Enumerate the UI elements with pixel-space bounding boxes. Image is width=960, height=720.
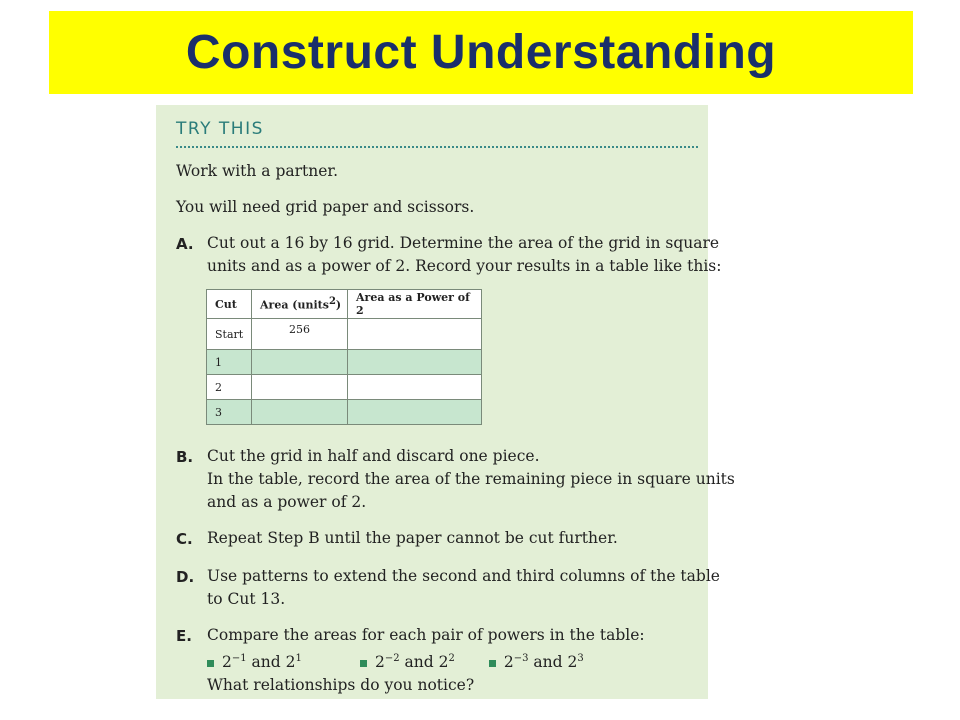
cell-power [348, 350, 482, 375]
step-b-line-3: and as a power of 2. [207, 493, 367, 511]
step-d-text [207, 565, 720, 611]
step-c-line-1: Repeat Step B until the paper cannot be cut further. [207, 529, 618, 547]
table-row [207, 350, 482, 375]
cell-power [348, 319, 482, 350]
step-a-line-1: Cut out a 16 by 16 grid. Determine the area of the grid in square [207, 234, 720, 252]
pair-item: $2^{-1}$ and $2^1$ [207, 647, 355, 674]
cell-cut: Start [207, 319, 252, 350]
record-table [206, 289, 482, 425]
cell-area [252, 400, 348, 425]
cell-cut: 2 [207, 375, 252, 400]
intro-line-1: Work with a partner. [176, 162, 339, 180]
step-b-line-1: Cut the grid in half and discard one piece. [207, 447, 540, 465]
cell-area: 256 [252, 319, 348, 350]
bullet-icon [489, 660, 496, 667]
cell-cut: 1 [207, 350, 252, 375]
pair-item: $2^{-3}$ and $2^3$ [489, 653, 584, 671]
cell-area [252, 375, 348, 400]
header-cut: Cut [207, 290, 252, 319]
step-c-text [207, 527, 618, 550]
table-row [207, 319, 482, 350]
step-d-line-2: to Cut 13. [207, 590, 286, 608]
step-e-line-1: Compare the areas for each pair of powers in the table: [207, 626, 645, 644]
bullet-icon [207, 660, 214, 667]
cell-power [348, 400, 482, 425]
step-a-letter: A. [176, 235, 194, 253]
step-a-text [207, 232, 721, 278]
cell-power [348, 375, 482, 400]
step-d-line-1: Use patterns to extend the second and third columns of the table [207, 567, 720, 585]
cell-cut: 3 [207, 400, 252, 425]
dotted-divider [176, 146, 698, 148]
step-b-text [207, 445, 735, 514]
step-d-letter: D. [176, 568, 195, 586]
cell-area [252, 350, 348, 375]
step-c-letter: C. [176, 530, 193, 548]
step-e-text [207, 624, 645, 697]
header-power: Area as a Power of 2 [348, 290, 482, 319]
step-e-pairs [207, 647, 645, 674]
try-this-heading: TRY THIS [176, 119, 264, 139]
pair-item: $2^{-2}$ and $2^2$ [360, 647, 484, 674]
step-b-letter: B. [176, 448, 194, 466]
intro-line-2: You will need grid paper and scissors. [176, 198, 475, 216]
step-b-line-2: In the table, record the area of the remaining piece in square units [207, 470, 735, 488]
page-title: Construct Understanding [185, 26, 777, 79]
step-a-line-2: units and as a power of 2. Record your results in a table like this: [207, 257, 722, 275]
table-row [207, 375, 482, 400]
table-row [207, 400, 482, 425]
header-area: Area (units$^2$) [252, 290, 348, 319]
step-e-letter: E. [176, 627, 192, 645]
try-this-panel [156, 105, 735, 699]
bullet-icon [360, 660, 367, 667]
step-e-line-3: What relationships do you notice? [207, 676, 475, 695]
title-banner [49, 11, 913, 94]
